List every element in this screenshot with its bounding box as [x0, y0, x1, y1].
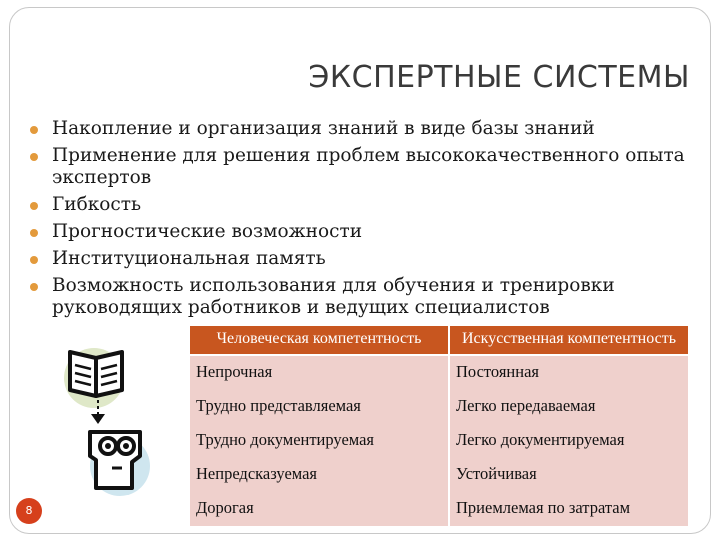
bullet-list	[18, 118, 698, 324]
table-row	[190, 492, 688, 526]
table-cell: Непредсказуемая	[190, 458, 449, 492]
bullet-dot-icon	[30, 283, 38, 291]
bullet-item	[18, 275, 698, 319]
table-row	[190, 458, 688, 492]
page-number-badge: 8	[16, 498, 42, 524]
table-row	[190, 390, 688, 424]
table-cell: Трудно представляемая	[190, 390, 449, 424]
bullet-dot-icon	[30, 202, 38, 210]
table-row	[190, 355, 688, 390]
table-cell: Постоянная	[449, 355, 688, 390]
bullet-text: Гибкость	[52, 194, 142, 215]
expert-illustration	[60, 338, 170, 498]
slide-title: ЭКСПЕРТНЫЕ СИСТЕМЫ	[308, 60, 690, 95]
table-cell: Трудно документируемая	[190, 424, 449, 458]
bullet-text: Накопление и организация знаний в виде базы знаний	[52, 118, 595, 139]
table-cell: Приемлемая по затратам	[449, 492, 688, 526]
bullet-item	[18, 248, 698, 270]
bullet-item	[18, 118, 698, 140]
table-cell: Дорогая	[190, 492, 449, 526]
bullet-dot-icon	[30, 126, 38, 134]
bullet-item	[18, 145, 698, 189]
competence-table	[190, 326, 688, 526]
bullet-item	[18, 194, 698, 216]
table-cell: Устойчивая	[449, 458, 688, 492]
book-icon	[70, 352, 122, 396]
table-cell: Легко передаваемая	[449, 390, 688, 424]
bullet-dot-icon	[30, 153, 38, 161]
table-cell: Непрочная	[190, 355, 449, 390]
bullet-text: Применение для решения проблем высококачественного опыта экспертов	[52, 145, 685, 188]
bullet-text: Возможность использования для обучения и тренировки руководящих работников и ведущих специалистов	[52, 275, 615, 318]
column-header: Искусственная компетентность	[449, 326, 688, 355]
bullet-item	[18, 221, 698, 243]
person-with-glasses-icon	[90, 432, 140, 488]
table-header-row	[190, 326, 688, 355]
table-row	[190, 424, 688, 458]
bullet-dot-icon	[30, 229, 38, 237]
bullet-text: Институциональная память	[52, 248, 326, 269]
bullet-text: Прогностические возможности	[52, 221, 363, 242]
table-cell: Легко документируемая	[449, 424, 688, 458]
column-header: Человеческая компетентность	[190, 326, 449, 355]
bullet-dot-icon	[30, 256, 38, 264]
